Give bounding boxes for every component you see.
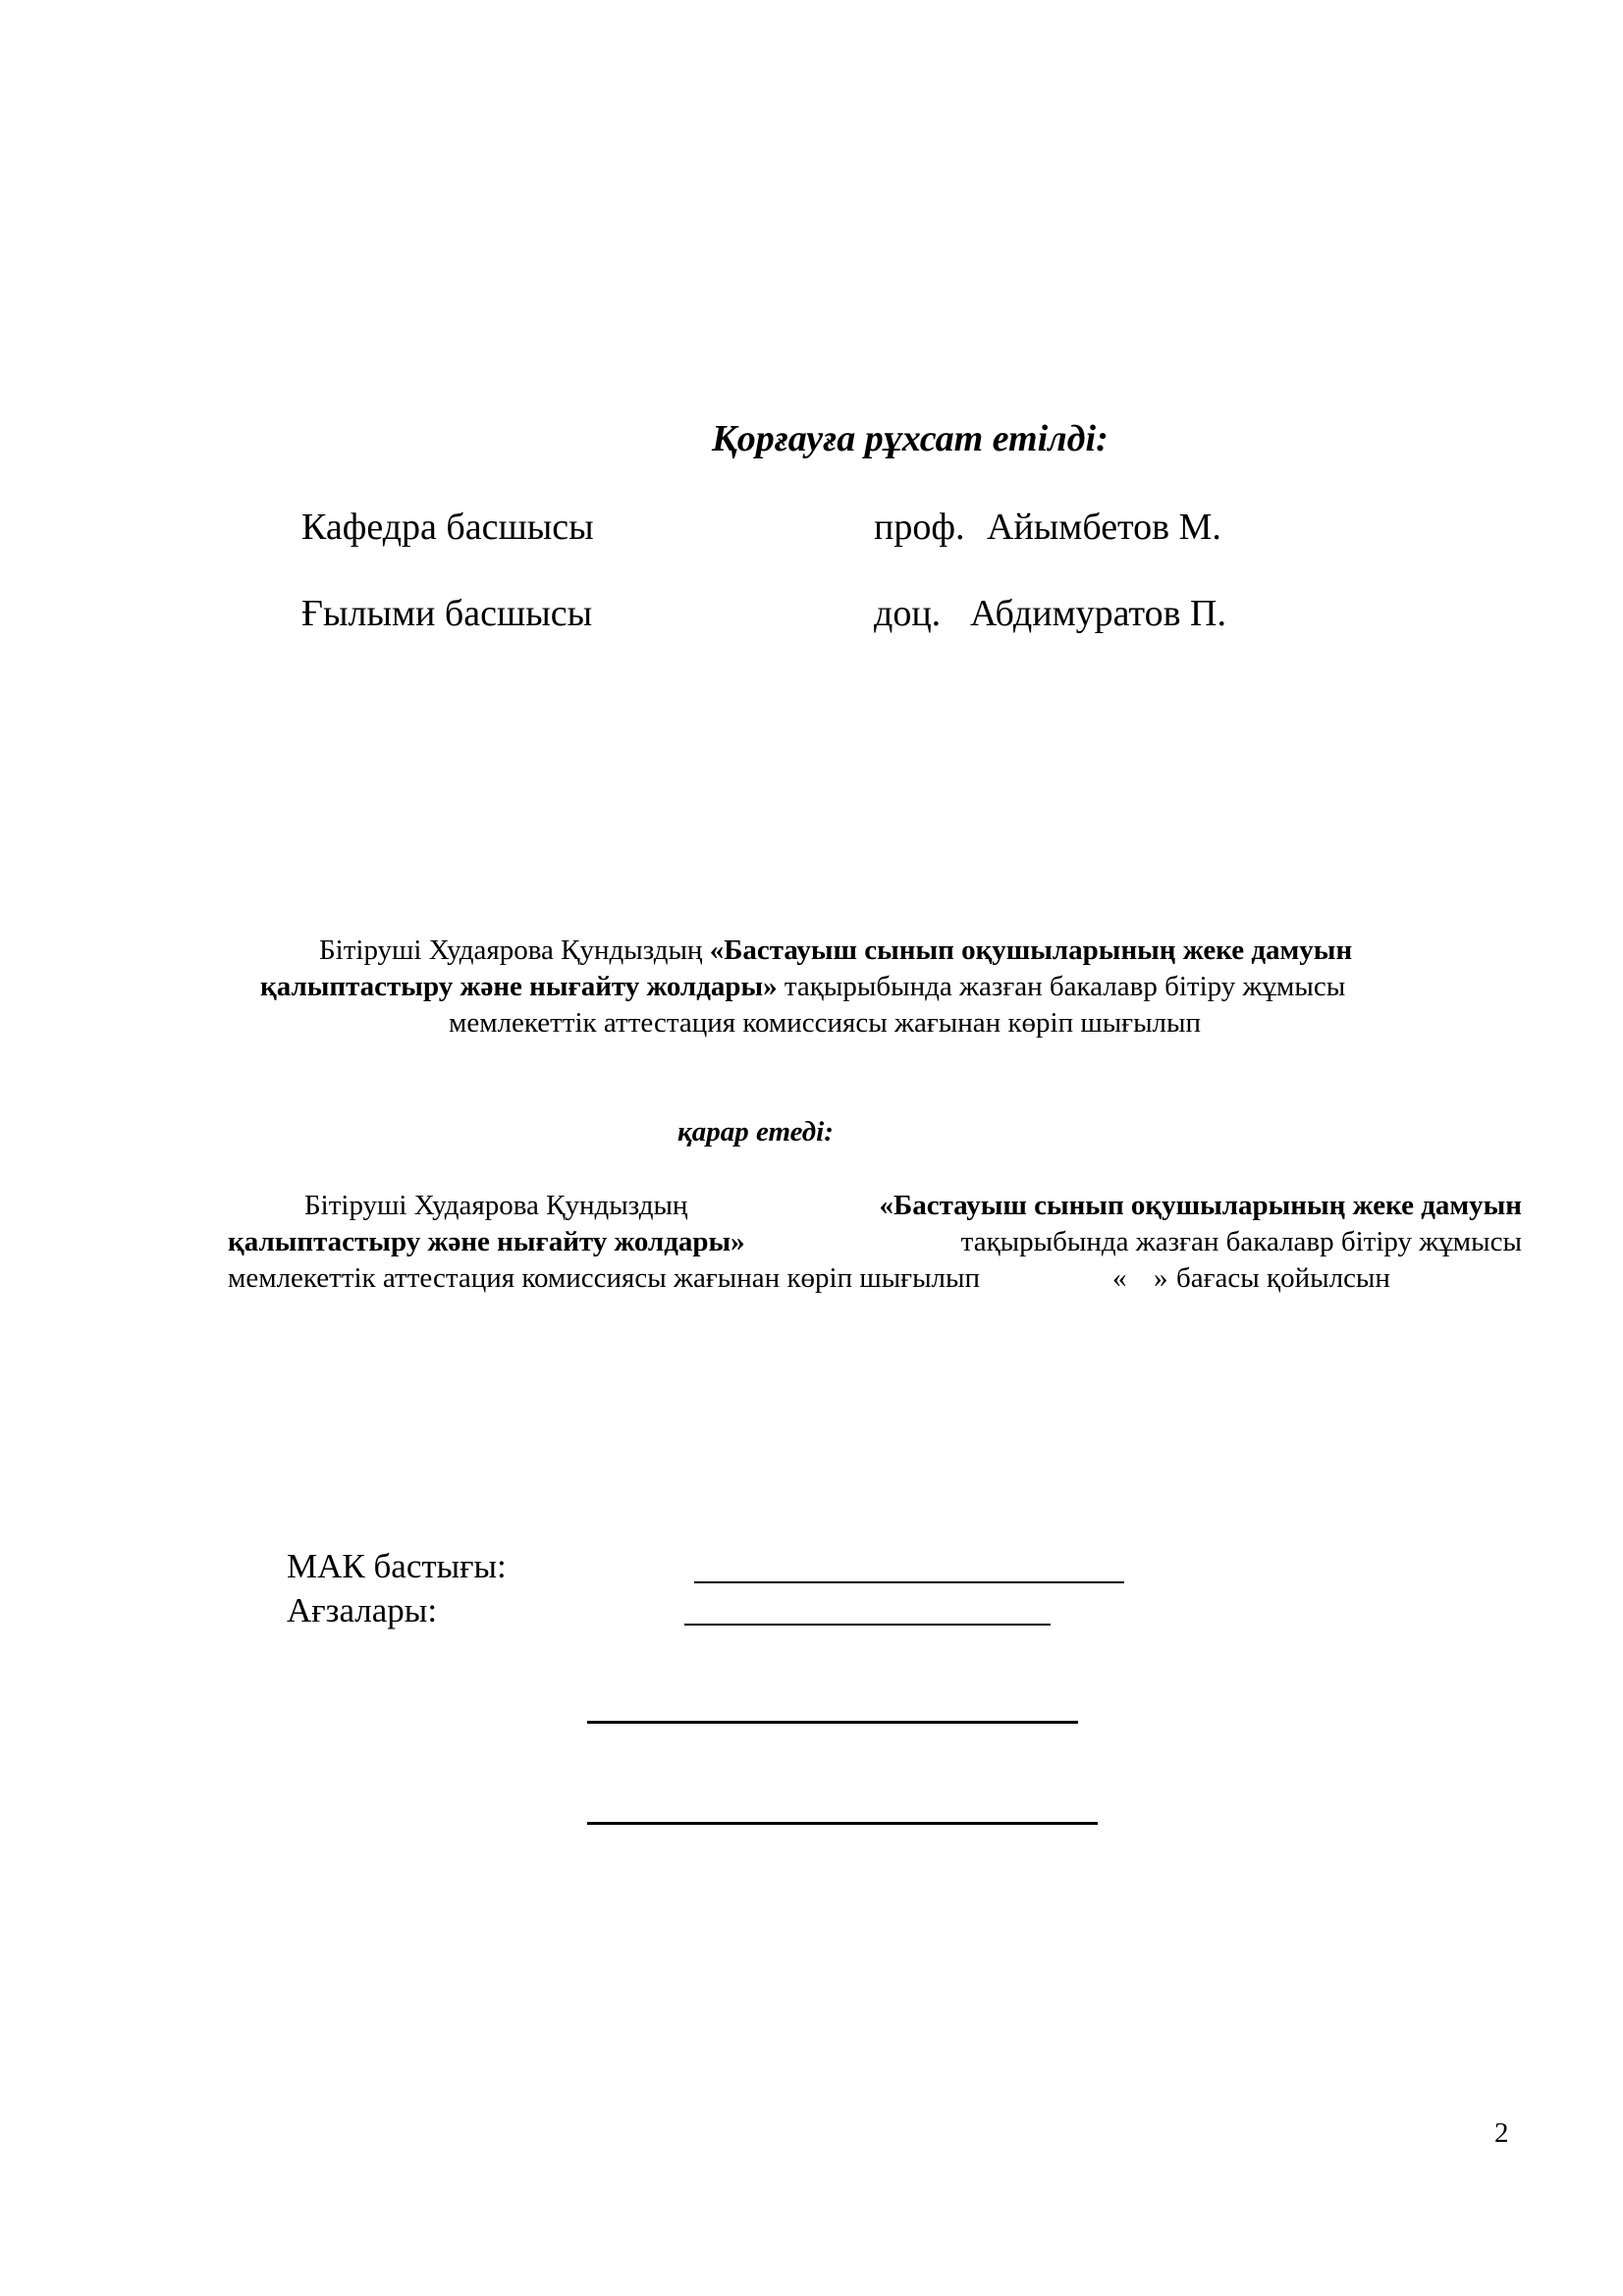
commission-chair-label: МАК бастығы:	[287, 1547, 507, 1585]
head-of-department-label: Кафедра басшысы	[301, 507, 594, 548]
decision-line-3	[228, 1260, 980, 1297]
decision-prefix: Бітіруші Худаярова Қундыздың	[304, 1190, 688, 1221]
chair-signature-line	[694, 1581, 1124, 1583]
decision-line3-text: мемлекеттік аттестация комиссиясы жағынан көріп шығылып	[228, 1262, 981, 1294]
intro-line-1	[319, 933, 1352, 969]
decision-thesis-title-part2: қалыптастыру және нығайту жолдары»	[228, 1226, 745, 1257]
head-of-department-title: проф.	[874, 507, 965, 548]
decision-heading: қарар етеді:	[677, 1116, 834, 1148]
scientific-supervisor-title: доц.	[874, 593, 942, 634]
approval-heading: Қорғауға рұхсат етілді:	[712, 418, 1109, 459]
head-of-department-name: Айымбетов М.	[987, 507, 1221, 548]
decision-line-1	[304, 1188, 1522, 1224]
intro-line-2	[260, 969, 1345, 1005]
commission-members-label: Ағзалары:	[287, 1591, 438, 1629]
intro-thesis-title-part1: «Бастауыш сынып оқушыларының жеке дамуын	[709, 934, 1353, 966]
member-signature-line-1	[684, 1624, 1051, 1626]
intro-thesis-title-part2: қалыптастыру және нығайту жолдары»	[260, 971, 778, 1002]
page-number: 2	[1494, 2117, 1509, 2149]
intro-line-3: мемлекеттік аттестация комиссиясы жағынан көріп шығылып	[449, 1007, 1202, 1039]
intro-prefix: Бітіруші Худаярова Қундыздың	[319, 934, 710, 966]
scientific-supervisor-label: Ғылыми басшысы	[301, 593, 593, 634]
member-signature-line-3	[587, 1822, 1098, 1825]
grade-close-quote: »	[1154, 1262, 1168, 1294]
grade-suffix: бағасы қойылсын	[1176, 1262, 1390, 1294]
member-signature-line-2	[587, 1721, 1078, 1724]
decision-thesis-title-part1: «Бастауыш сынып оқушыларының жеке дамуын	[879, 1190, 1522, 1221]
decision-suffix: тақырыбында жазған бакалавр бітіру жұмысы	[960, 1226, 1522, 1257]
decision-line-2	[228, 1224, 1522, 1260]
scientific-supervisor-name: Абдимуратов П.	[970, 593, 1226, 634]
intro-suffix: тақырыбында жазған бакалавр бітіру жұмысы	[777, 971, 1346, 1002]
grade-open-quote: «	[1112, 1262, 1127, 1294]
